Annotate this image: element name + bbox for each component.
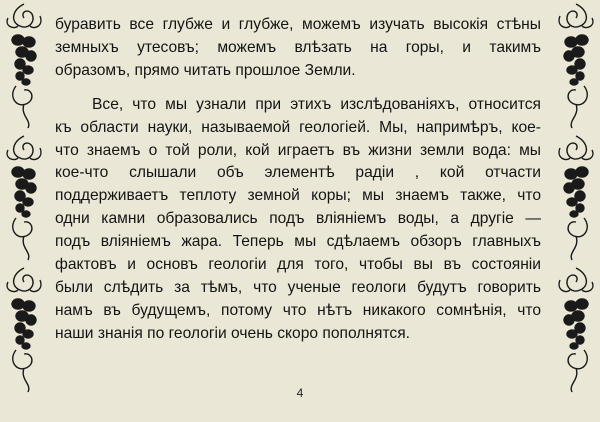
left-floral-ornament bbox=[2, 0, 46, 422]
page-number: 4 bbox=[296, 386, 304, 400]
text-line: были слѣдить за тѣмъ, что ученые геологи будутъ говорить bbox=[55, 278, 541, 296]
text-line: фактовъ и основъ геологіи для того, чтобы вы въ состояніи bbox=[55, 256, 541, 274]
floral-garland-icon bbox=[7, 4, 41, 392]
paragraph-2 bbox=[55, 94, 541, 346]
text-line: поддерживаетъ теплоту земной коры; мы знаемъ также, что bbox=[55, 187, 541, 205]
text-line: земныхъ утесовъ; можемъ влѣзать на горы, и такимъ bbox=[55, 38, 541, 56]
text-line: къ области науки, называемой геологіей. Мы, напримѣръ, кое- bbox=[55, 118, 541, 136]
body-text bbox=[55, 14, 541, 346]
text-line: буравить все глубже и глубже, можемъ изучать высокія стѣны bbox=[55, 16, 541, 33]
text-line: одни камни образовались подъ вліяніемъ воды, а другіе — bbox=[55, 210, 541, 228]
paragraph-1 bbox=[55, 14, 541, 83]
text-line: намъ въ будущемъ, потому что нѣтъ никакого сомнѣнія, что bbox=[55, 301, 541, 319]
text-line: подъ вліяніемъ жара. Теперь мы сдѣлаемъ обзоръ главныхъ bbox=[55, 233, 541, 251]
text-line: что знаемъ о той роли, кой играетъ въ жизни земли вода: мы bbox=[55, 141, 541, 159]
floral-garland-icon bbox=[559, 4, 593, 392]
right-floral-ornament bbox=[554, 0, 598, 422]
text-line: кое-что слышали объ элементѣ радіи , кой отчасти bbox=[55, 164, 541, 182]
text-line: Все, что мы узнали при этихъ изслѣдованіяхъ, относится bbox=[92, 95, 541, 113]
text-line: наши знанія по геологіи очень скоро пополнятся. bbox=[55, 324, 410, 342]
text-line: образомъ, прямо читать прошлое Земли. bbox=[55, 61, 356, 79]
